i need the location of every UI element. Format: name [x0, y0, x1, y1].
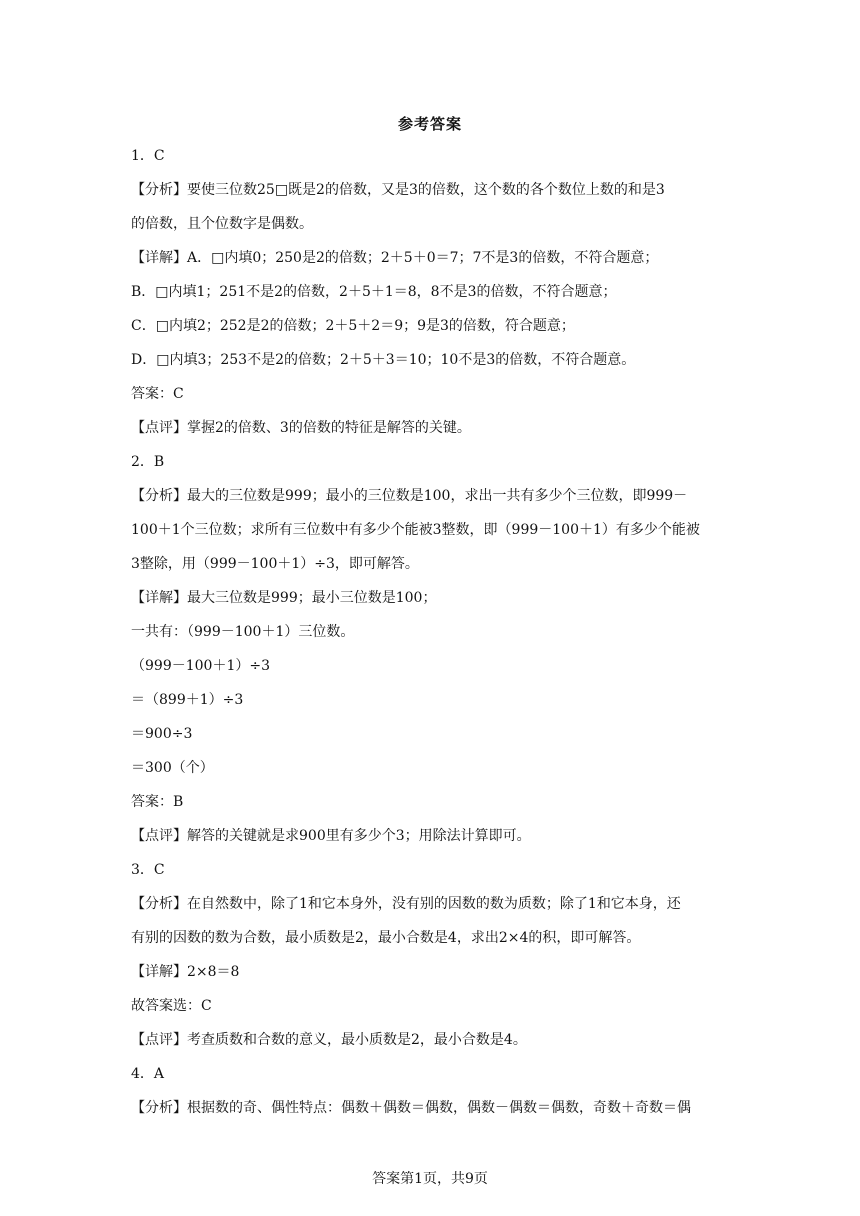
- text-line: 有别的因数的数为合数，最小质数是2，最小合数是4，求出2×4的积，即可解答。: [131, 930, 641, 946]
- text-line: 故答案选：C: [131, 998, 212, 1014]
- text-line: 【分析】最大的三位数是999；最小的三位数是100，求出一共有多少个三位数，即999－: [131, 488, 688, 504]
- text-line: 2．B: [131, 454, 165, 470]
- text-line: 【详解】A．□内填0；250是2的倍数；2＋5＋0＝7；7不是3的倍数，不符合题意；: [131, 250, 659, 266]
- text-line: D．□内填3；253不是2的倍数；2＋5＋3＝10；10不是3的倍数，不符合题意。: [131, 352, 636, 368]
- text-line: 答案：C: [131, 386, 184, 402]
- text-line: 【点评】掌握2的倍数、3的倍数的特征是解答的关键。: [131, 420, 471, 436]
- document-title: 参考答案: [397, 115, 462, 133]
- text-line: B．□内填1；251不是2的倍数，2＋5＋1＝8，8不是3的倍数，不符合题意；: [131, 284, 617, 300]
- text-line: 答案：B: [131, 794, 184, 810]
- text-line: 4．A: [131, 1066, 165, 1082]
- text-line: ＝（899＋1）÷3: [131, 692, 244, 708]
- page-footer: 答案第1页，共9页: [372, 1171, 488, 1187]
- text-line: ＝900÷3: [131, 726, 193, 742]
- text-line: C．□内填2；252是2的倍数；2＋5＋2＝9；9是3的倍数，符合题意；: [131, 318, 575, 334]
- text-line: 1．C: [131, 148, 165, 164]
- text-line: 100＋1个三位数；求所有三位数中有多少个能被3整数，即（999－100＋1）有多少个能被: [131, 522, 700, 538]
- text-line: 【点评】解答的关键就是求900里有多少个3；用除法计算即可。: [131, 828, 531, 844]
- text-line: 一共有：（999－100＋1）三位数。: [131, 624, 355, 640]
- text-line: 3．C: [131, 862, 165, 878]
- text-line: 3整除，用（999－100＋1）÷3，即可解答。: [131, 556, 419, 572]
- text-line: 【分析】在自然数中，除了1和它本身外，没有别的因数的数为质数；除了1和它本身，还: [131, 896, 681, 912]
- text-line: ＝300（个）: [131, 760, 214, 776]
- text-line: 【分析】要使三位数25□既是2的倍数，又是3的倍数，这个数的各个数位上数的和是3: [131, 182, 665, 198]
- text-line: 【详解】最大三位数是999；最小三位数是100；: [131, 590, 437, 606]
- answer-body: [131, 145, 731, 1131]
- text-line: 【详解】2×8＝8: [131, 964, 240, 980]
- text-line: 的倍数，且个位数字是偶数。: [131, 216, 313, 232]
- text-line: （999－100＋1）÷3: [131, 658, 270, 674]
- text-line: 【点评】考查质数和合数的意义，最小质数是2，最小合数是4。: [131, 1032, 527, 1048]
- text-line: 【分析】根据数的奇、偶性特点：偶数＋偶数＝偶数，偶数－偶数＝偶数，奇数＋奇数＝偶: [131, 1100, 691, 1116]
